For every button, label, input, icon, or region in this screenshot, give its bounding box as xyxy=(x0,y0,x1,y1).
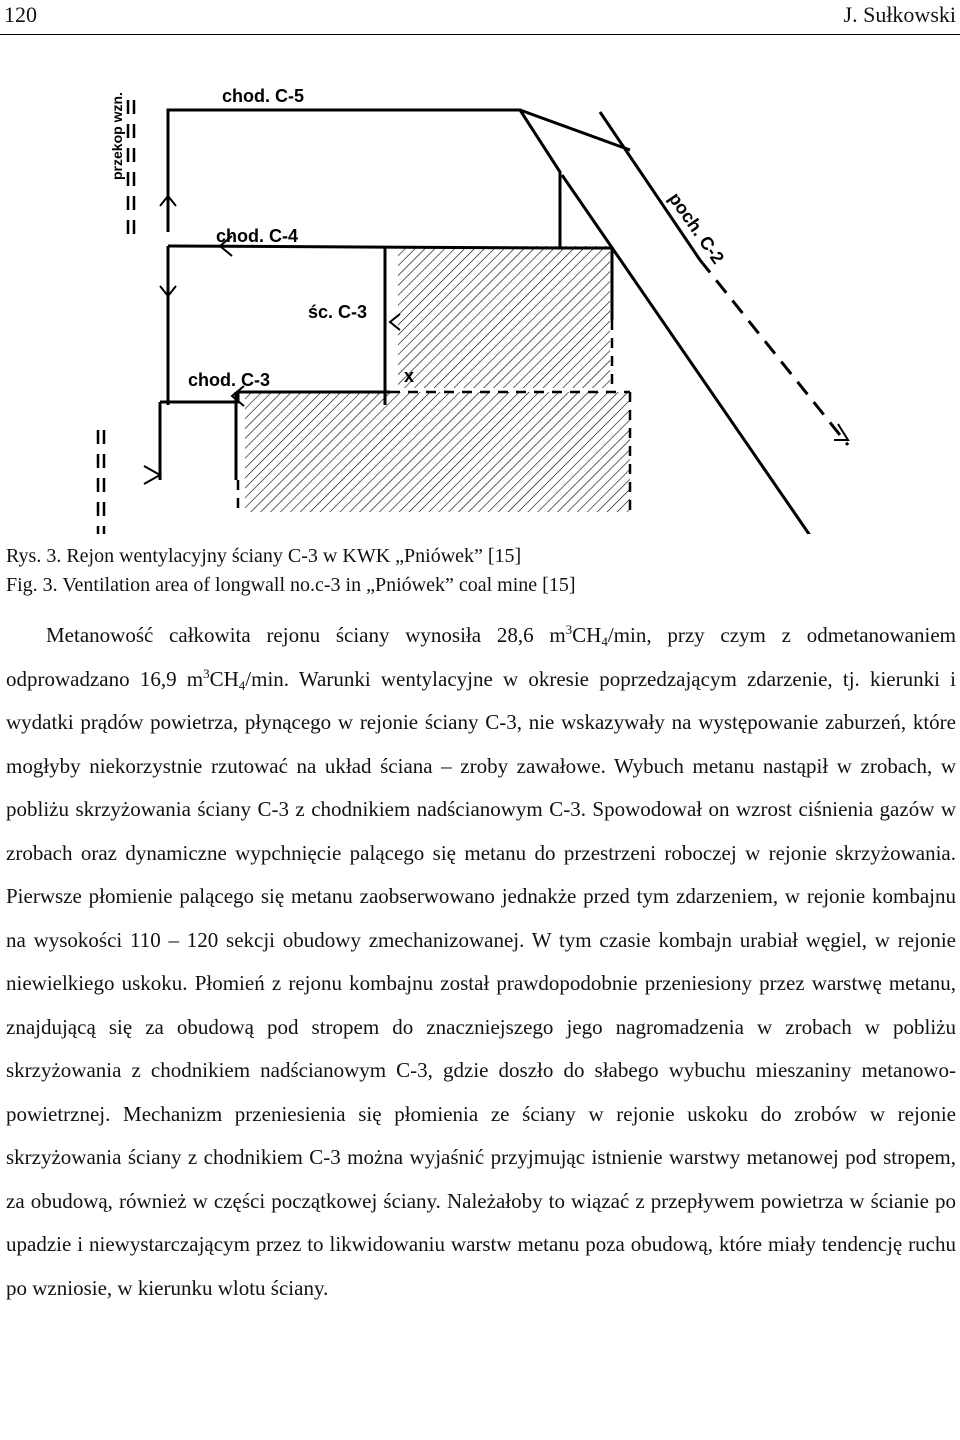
ventilation-diagram-svg xyxy=(0,34,960,534)
goaf-upper-hatch xyxy=(398,246,610,388)
subscript: 4 xyxy=(601,634,608,649)
ventilation-diagram xyxy=(0,34,960,534)
caption-english: Fig. 3. Ventilation area of longwall no.c-3 in „Pniówek” coal mine [15] xyxy=(6,574,576,596)
subscript: 4 xyxy=(238,677,246,693)
page-number: 120 xyxy=(4,2,37,27)
text-run: CH xyxy=(209,666,239,691)
page-header xyxy=(0,0,960,35)
paragraph xyxy=(6,614,956,1310)
goaf-lower-hatch xyxy=(245,392,630,512)
label-cross-mark: x xyxy=(404,366,415,386)
arrow-c3-in xyxy=(144,466,160,484)
text-run: /min. Warunki wentylacyjne w okresie poprzedzającym zdarzenie, tj. kierunki i wydatki prądów powietrza, płynącego w rejonie ściany C-3, nie wskazywały na występowanie zaburzeń, które mogłyby niekorzystnie rzutować na układ ściana – zroby zawałowe. Wybuch metanu nastąpił w zrobach, w pobliżu skrzyżowania ściany C-3 z chodnikiem nadścianowym C-3. Spowodował on wzrost ciśnienia gazów w zrobach oraz dynamiczne wypchnięcie palącego się metanu do przestrzeni roboczej w rejonie skrzyżowania. Pierwsze płomienie palącego się metanu zaobserwowano jednakże przed tym zdarzeniem, w rejonie kombajnu na wysokości 110 – 120 sekcji obudowy zmechanizowanej. W tym czasie kombajn urabiał węgiel, w rejonie niewielkiego uskoku. Płomień z rejonu kombajnu został prawdopodobnie przeniesiony przez warstwę metanu, znajdującą się za obudową pod stropem do znaczniejszego jego nagromadzenia w zrobach w pobliżu skrzyżowania z chodnikiem nadścianowym C-3, gdzie doszło do słabego wybuchu mieszaniny metanowo-powietrznej. Mechanizm przeniesienia się płomienia ze ściany w rejonie uskoku do zrobów w rejonie skrzyżowania ściany z chodnikiem C-3 można wyjaśnić przyjmując istnienie warstwy metanowej pod stropem, za obudową, również w części początkowej ściany. Należałoby to wiązać z przepływem powietrza w ścianie po upadzie i niewystarczającym przez to likwidowaniu warstw metanu poza obudową, które miały tendencję ruchu po wzniosie, w kierunku wlotu ściany. xyxy=(6,666,956,1300)
label-przekop: przekop wzn. xyxy=(109,92,125,180)
running-head-author: J. Sułkowski xyxy=(843,2,956,27)
text-run: Metanowość całkowita rejonu ściany wynosiła 28,6 m xyxy=(46,623,566,647)
label-chod-c4: chod. C-4 xyxy=(216,226,299,246)
text-run: /min, przy czym z odmetanowaniem odprowadzano 16,9 m xyxy=(6,623,956,691)
label-poch-c2: poch. C-2 xyxy=(664,188,729,268)
figure-captions xyxy=(6,542,576,600)
caption-polish: Rys. 3. Rejon wentylacyjny ściany C-3 w KWK „Pniówek” [15] xyxy=(6,545,522,567)
label-sc-c3: śc. C-3 xyxy=(308,302,368,322)
superscript: 3 xyxy=(565,622,573,637)
body-text xyxy=(6,614,956,1310)
text-run: CH xyxy=(572,623,602,647)
label-chod-c3: chod. C-3 xyxy=(188,370,271,390)
label-chod-c5: chod. C-5 xyxy=(222,86,305,106)
superscript: 3 xyxy=(203,665,210,681)
